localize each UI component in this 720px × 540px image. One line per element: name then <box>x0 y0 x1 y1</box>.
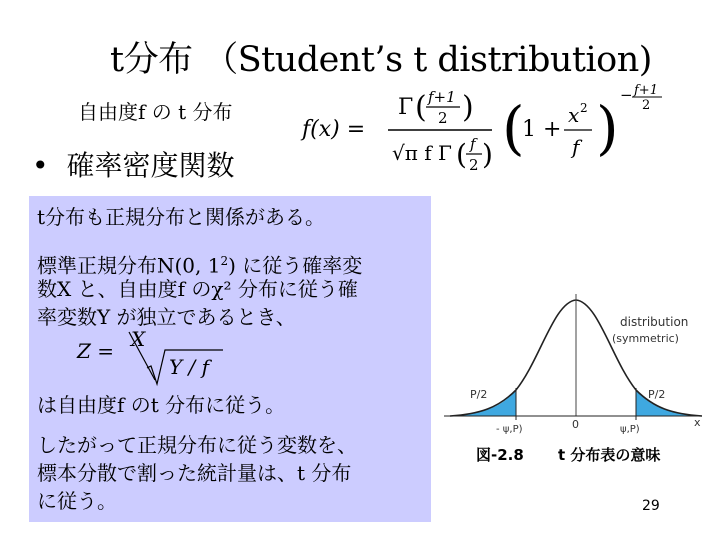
slide-title: t分布 （Student’s t distribution) <box>110 40 652 80</box>
bullet-item <box>32 144 235 184</box>
label-x: x <box>694 416 701 429</box>
z-eq: Z = <box>77 339 115 363</box>
z-formula <box>73 326 233 392</box>
z-numerator: X <box>131 327 146 351</box>
right-tail-area <box>636 390 702 416</box>
box-line-7: 標本分散で割った統計量は、t 分布 <box>37 461 352 485</box>
paren-open-top: ( <box>415 90 427 125</box>
big-paren-open: ( <box>502 94 525 162</box>
formula-x-exp: 2 <box>580 101 588 115</box>
label-left-tick: - ψ,P) <box>496 424 523 435</box>
box-line-5: は自由度f のt 分布に従う。 <box>37 393 286 417</box>
label-right-tick: ψ,P) <box>620 424 640 435</box>
t-distribution-figure <box>440 280 712 480</box>
box-line-4: 率変数Y が独立であるとき、 <box>37 305 296 329</box>
paren-open-bottom: ( <box>456 138 467 171</box>
label-p2-right: P/2 <box>648 388 666 401</box>
caption-number: 図-2.8 <box>476 446 524 464</box>
big-paren-close: ) <box>596 94 619 162</box>
formula-fplus1: f+1 <box>428 88 456 106</box>
formula-f-bottom: f <box>470 135 476 153</box>
box-line-2: 標準正規分布N(0, $1^2$) に従う確率変 <box>37 253 363 278</box>
formula-sqrt-pi-f: √π f Γ <box>392 141 452 165</box>
formula-one-plus: 1 + <box>522 117 562 142</box>
exp-minus: − <box>620 86 633 104</box>
label-zero: 0 <box>572 418 579 431</box>
formula-two-top: 2 <box>438 109 448 127</box>
slide-subtitle: 自由度f の t 分布 <box>78 100 233 124</box>
z-denominator: Y / f <box>169 355 210 379</box>
label-p2-left: P/2 <box>470 388 488 401</box>
box-line-1: t分布も正規分布と関係がある。 <box>37 205 326 229</box>
exp-numer: f+1 <box>634 84 658 98</box>
paren-close-top: ) <box>462 90 474 125</box>
bullet-text: 確率密度関数 <box>66 149 235 182</box>
caption-text: t 分布表の意味 <box>558 446 661 464</box>
page-number: 29 <box>642 498 660 514</box>
density-formula <box>300 84 680 176</box>
explanation-box <box>29 196 431 522</box>
formula-f-denom: f <box>572 135 580 159</box>
formula-gamma-top: Γ <box>398 95 414 120</box>
formula-lhs: f(x) = <box>302 117 366 142</box>
label-symmetric: (symmetric) <box>612 332 679 345</box>
box-line-8: に従う。 <box>37 489 117 513</box>
formula-x: x <box>568 103 580 127</box>
label-distribution: distribution <box>620 315 689 329</box>
formula-two-bottom: 2 <box>469 156 479 174</box>
box-line-6: したがって正規分布に従う変数を、 <box>37 433 357 457</box>
exp-denom: 2 <box>642 98 651 113</box>
bullet-dot: • <box>32 149 49 182</box>
box-line-3: 数X と、自由度f のχ² 分布に従う確 <box>37 277 358 301</box>
paren-close-bottom: ) <box>482 138 493 171</box>
